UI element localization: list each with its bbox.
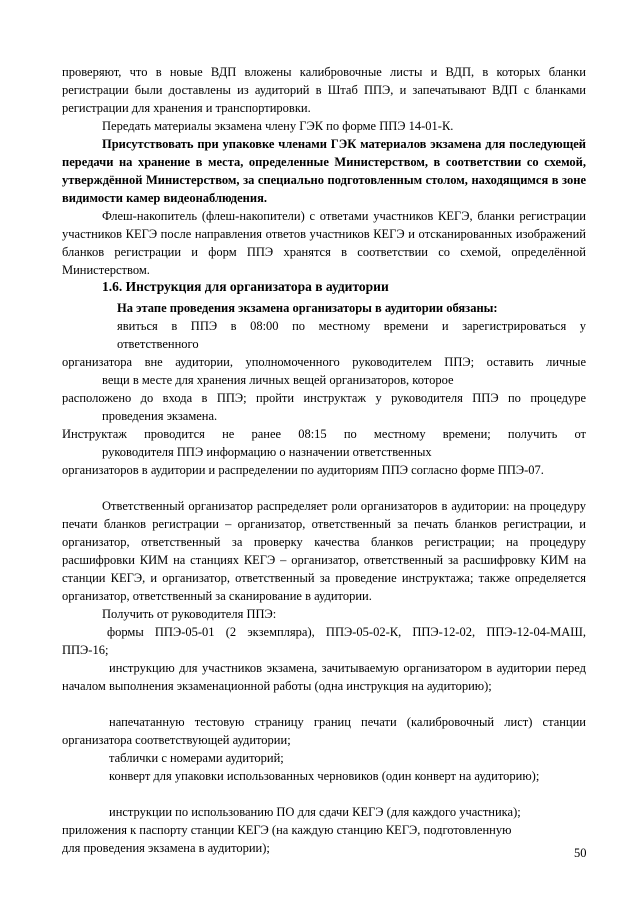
duty-1-line-b: ответственного	[117, 337, 199, 351]
paragraph-flash-drive: Флеш-накопитель (флеш-накопители) с ответами участников КЕГЭ, бланки регистрации участников КЕГЭ после направления ответов участников КЕГЭ и отсканированных изображений бланков регистрации и форм ППЭ хранятся в соответствии со схемой, определённой Министерством.	[62, 209, 586, 278]
paragraph-attend-packing: Присутствовать при упаковке членами ГЭК материалов экзамена для последующей передачи на хранение в места, определенные Министерством, в соответствии со схемой, утверждённой Министерством, за специально подготовленным столом, находящимся в зоне видимости камер видеонаблюдения.	[62, 137, 586, 206]
paragraph-vdp-packing: проверяют, что в новые ВДП вложены калибровочные листы и ВДП, в которых бланки регистрации были доставлены из аудиторий в Штаб ППЭ, и запечатывают ВДП с бланками регистрации для хранения и транспортировки.	[62, 65, 586, 116]
duty-1-line-c: организатора вне аудитории, уполномоченного руководителем ППЭ; оставить личные	[62, 355, 586, 369]
subheading-duties: На этапе проведения экзамена организаторы в аудитории обязаны:	[117, 301, 498, 315]
list-item-passport-line-a: приложения к паспорту станции КЕГЭ (на каждую станцию КЕГЭ, подготовленную	[62, 823, 512, 837]
list-item-plates: таблички с номерами аудиторий;	[109, 751, 284, 765]
paragraph-receive: Получить от руководителя ППЭ:	[102, 607, 277, 621]
list-item-envelope: конверт для упаковки использованных черновиков (один конверт на аудиторию);	[109, 769, 540, 783]
duty-1-line-a: явиться в ППЭ в 08:00 по местному времени и зарегистрироваться у	[117, 319, 586, 333]
list-item-forms: формы ППЭ-05-01 (2 экземпляра), ППЭ-05-02-К, ППЭ-12-02, ППЭ-12-04-МАШ, ППЭ-16;	[62, 625, 586, 658]
duty-1-line-e: расположено до входа в ППЭ; пройти инструктаж у руководителя ППЭ по процедуре	[62, 391, 586, 405]
duty-2-line-c: организаторов в аудитории и распределении по аудиториям ППЭ согласно форме ППЭ-07.	[62, 463, 544, 477]
page-number: 50	[574, 846, 587, 860]
list-item-software: инструкции по использованию ПО для сдачи КЕГЭ (для каждого участника);	[109, 805, 521, 819]
duty-2-line-b: руководителя ППЭ информацию о назначении ответственных	[102, 445, 432, 459]
duty-1-line-d: вещи в месте для хранения личных вещей организаторов, которое	[102, 373, 454, 387]
list-item-instruction: инструкцию для участников экзамена, зачитываемую организатором в аудитории перед началом выполнения экзаменационной работы (одна инструкция на аудиторию);	[62, 661, 586, 694]
duty-1-line-f: проведения экзамена.	[102, 409, 218, 423]
paragraph-roles: Ответственный организатор распределяет роли организаторов в аудитории: на процедуру печати бланков регистрации – организатор, ответственный за печать бланков регистрации, и организатор, ответственный за проверку качества бланков регистрации; на процедуру расшифровки КИМ на станциях КЕГЭ – организатор, ответственный за расшифровку КИМ на станции КЕГЭ, и организатор, ответственный за проведение инструктажа; также определяется организатор, ответственный за сканирование в аудитории.	[62, 499, 586, 604]
list-item-test-page: напечатанную тестовую страницу границ печати (калибровочный лист) станции организатора соответствующей аудитории;	[62, 715, 586, 748]
duty-2-line-a: Инструктаж проводится не ранее 08:15 по местному времени; получить от	[62, 427, 586, 441]
list-item-passport-line-b: для проведения экзамена в аудитории);	[62, 841, 270, 855]
paragraph-transfer-materials: Передать материалы экзамена члену ГЭК по форме ППЭ 14-01-К.	[102, 119, 454, 133]
section-heading: 1.6. Инструкция для организатора в аудитории	[102, 279, 389, 294]
